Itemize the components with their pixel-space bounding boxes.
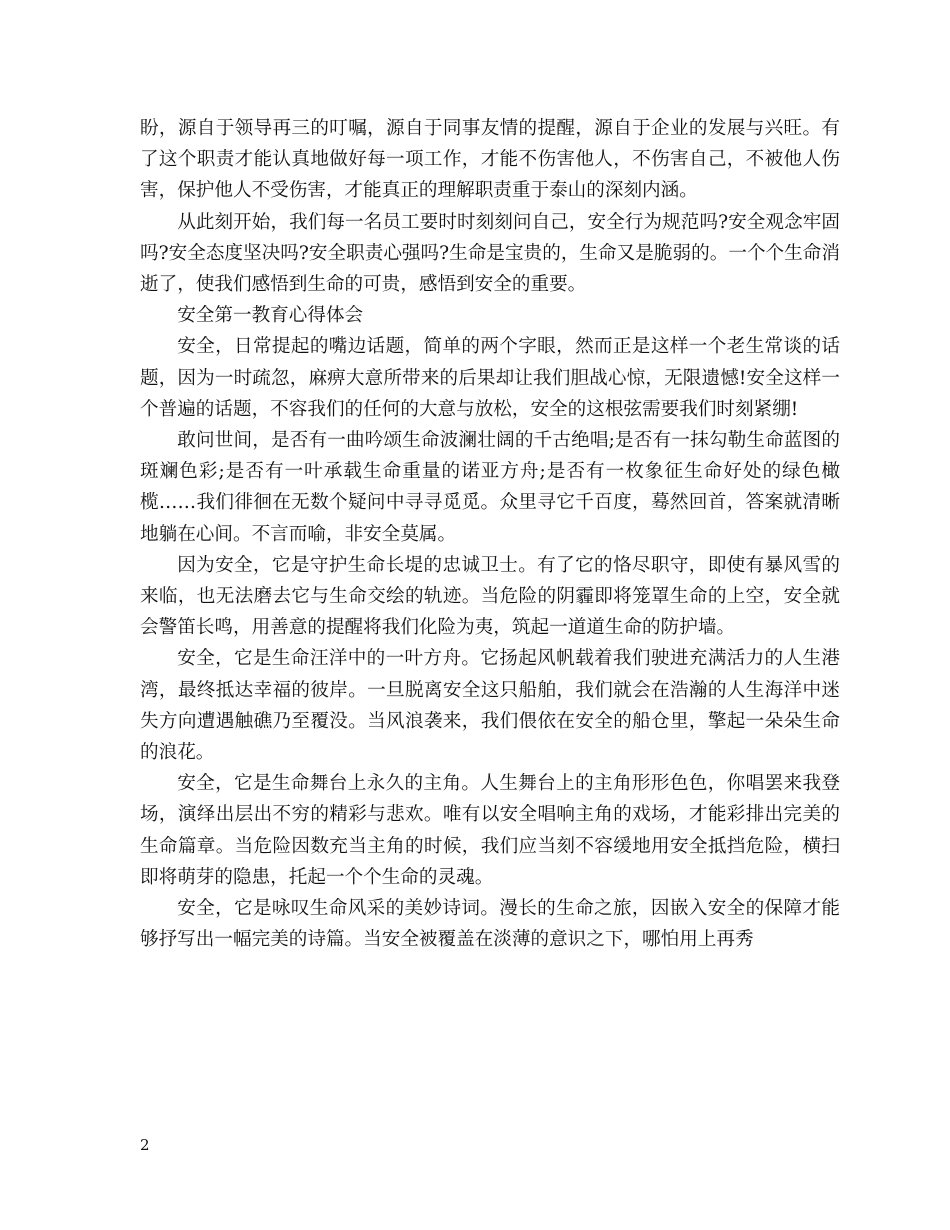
- paragraph-poem: 安全，它是咏叹生命风采的美妙诗词。漫长的生命之旅，因嵌入安全的保障才能够抒写出一幅完美的诗篇。当安全被覆盖在淡薄的意识之下，哪怕用上再秀: [140, 898, 840, 951]
- paragraph-guardian: 因为安全，它是守护生命长堤的忠诚卫士。有了它的恪尽职守，即使有暴风雪的来临，也无法磨去它与生命交绘的轨迹。当危险的阴霾即将笼罩生命的上空，安全就会警笛长鸣，用善意的提醒将我们化险为夷，筑起一道道生命的防护墙。: [140, 554, 840, 639]
- paragraph-continuation: 盼，源自于领导再三的叮嘱，源自于同事友情的提醒，源自于企业的发展与兴旺。有了这个职责才能认真地做好每一项工作，才能不伤害他人，不伤害自己，不被他人伤害，保护他人不受伤害，才能真正的理解职责重于泰山的深刻内涵。: [140, 118, 840, 202]
- paragraph-question-world: 敢问世间，是否有一曲吟颂生命波澜壮阔的千古绝唱;是否有一抹勾勒生命蓝图的斑斓色彩;是否有一叶承载生命重量的诺亚方舟;是否有一枚象征生命好处的绿色橄榄……我们徘徊在无数个疑问中寻寻觅觅。众里寻它千百度，蓦然回首，答案就清晰地躺在心间。不言而喻，非安全莫属。: [140, 430, 840, 545]
- paragraph-stage: 安全，它是生命舞台上永久的主角。人生舞台上的主角形形色色，你唱罢来我登场，演绎出层出不穷的精彩与悲欢。唯有以安全唱响主角的戏场，才能彩排出完美的生命篇章。当危险因数充当主角的时候，我们应当刻不容缓地用安全抵挡危险，横扫即将萌芽的隐患，托起一个个生命的灵魂。: [140, 773, 840, 888]
- paragraph-ark: 安全，它是生命汪洋中的一叶方舟。它扬起风帆载着我们驶进充满活力的人生港湾，最终抵达幸福的彼岸。一旦脱离安全这只船舶，我们就会在浩瀚的人生海洋中迷失方向遭遇触礁乃至覆没。当风浪袭来，我们偎依在安全的船仓里，擎起一朵朵生命的浪花。: [140, 648, 840, 764]
- document-body: [140, 113, 840, 955]
- section-title: 安全第一教育心得体会: [177, 305, 364, 327]
- page-number: 2: [140, 1136, 150, 1154]
- paragraph-safety-topic: 安全，日常提起的嘴边话题，简单的两个字眼，然而正是这样一个老生常谈的话题，因为一时疏忽，麻痹大意所带来的后果却让我们胆战心惊，无限遗憾!安全这样一个普遍的话题，不容我们的任何的大意与放松，安全的这根弦需要我们时刻紧绷!: [140, 336, 840, 420]
- paragraph-self-question: 从此刻开始，我们每一名员工要时时刻刻问自己，安全行为规范吗?安全观念牢固吗?安全态度坚决吗?安全职责心强吗?生命是宝贵的，生命又是脆弱的。一个个生命消逝了，使我们感悟到生命的可贵，感悟到安全的重要。: [140, 211, 840, 296]
